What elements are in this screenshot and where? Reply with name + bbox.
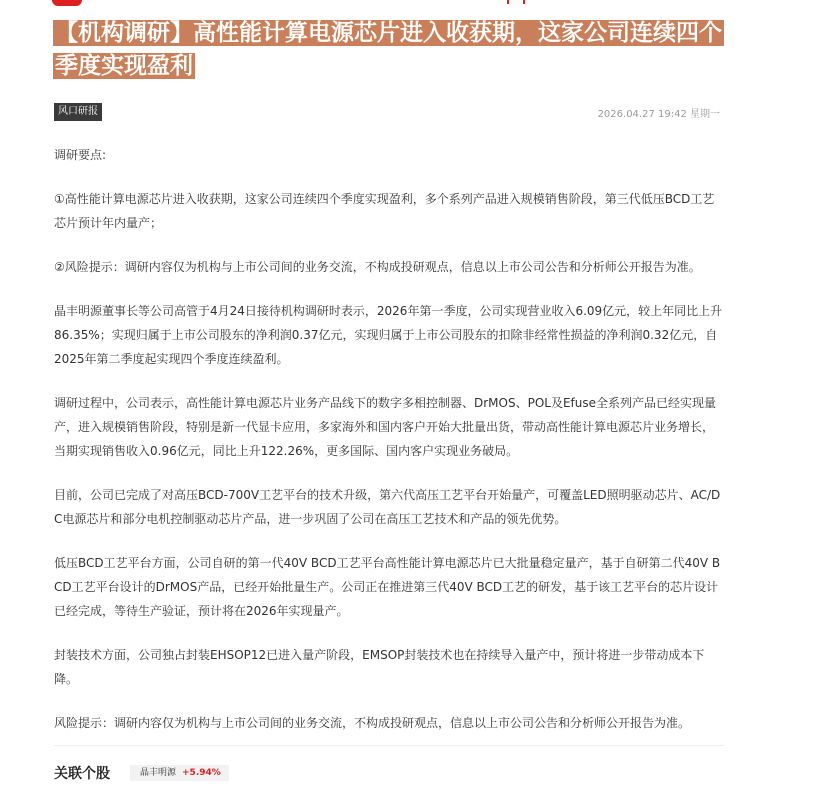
stock-name: 晶丰明源 xyxy=(140,768,177,778)
section-divider xyxy=(54,745,724,746)
stock-change: +5.94% xyxy=(182,768,221,778)
related-stock-chip[interactable] xyxy=(130,765,229,781)
related-stocks-section xyxy=(54,763,229,783)
paragraph: 封装技术方面，公司独占封装EHSOP12已进入量产阶段，EMSOP封装技术也在持续导入量产中，预计将进一步带动成本下降。 xyxy=(54,648,705,686)
article-title-text: 【机构调研】高性能计算电源芯片进入收获期，这家公司连续四个季度实现盈利 xyxy=(55,20,722,79)
header-logo-fragment xyxy=(507,0,525,4)
article-meta xyxy=(54,103,720,121)
paragraph: 低压BCD工艺平台方面，公司自研的第一代40V BCD工艺平台高性能计算电源芯片已大批量稳定量产，基于自研第二代40V BCD工艺平台设计的DrMOS产品，已经开始批量生产。公司正在推进第三代40V BCD工艺的研发，基于该工艺平台的芯片设计已经完成，等待生产验证，预计将在2026年实现量产。 xyxy=(54,556,721,618)
paragraph: ①高性能计算电源芯片进入收获期，这家公司连续四个季度实现盈利，多个系列产品进入规模销售阶段，第三代低压BCD工艺芯片预计年内量产； xyxy=(54,192,715,230)
paragraph: 调研过程中，公司表示，高性能计算电源芯片业务产品线下的数字多相控制器、DrMOS、POL及Efuse全系列产品已经实现量产，进入规模销售阶段，特别是新一代显卡应用，多家海外和国内客户开始大批量出货，带动高性能计算电源芯片业务增长，当期实现销售收入0.96亿元，同比上升122.26%，更多国际、国内客户实现业务破局。 xyxy=(54,396,717,458)
paragraph: 目前，公司已完成了对高压BCD-700V工艺平台的技术升级，第六代高压工艺平台开始量产，可覆盖LED照明驱动芯片、AC/DC电源芯片和部分电机控制驱动芯片产品，进一步巩固了公司在高压工艺技术和产品的领先优势。 xyxy=(54,488,721,526)
paragraph: 调研要点: xyxy=(54,148,107,162)
paragraph: 晶丰明源董事长等公司高管于4月24日接待机构调研时表示，2026年第一季度，公司实现营业收入6.09亿元，较上年同比上升86.35%；实现归属于上市公司股东的净利润0.37亿元，实现归属于上市公司股东的扣除非经常性损益的净利润0.32亿元，自2025年第二季度起实现四个季度连续盈利。 xyxy=(54,304,723,366)
article-title xyxy=(53,17,743,83)
article-body xyxy=(54,143,724,755)
app-logo xyxy=(52,0,82,6)
paragraph: ②风险提示：调研内容仅为机构与上市公司间的业务交流，不构成投研观点，信息以上市公司公告和分析师公开报告为准。 xyxy=(54,260,701,274)
paragraph: 风险提示：调研内容仅为机构与上市公司间的业务交流，不构成投研观点，信息以上市公司公告和分析师公开报告为准。 xyxy=(54,716,691,730)
source-tag-badge[interactable]: 风口研报 xyxy=(54,103,102,121)
related-stocks-label: 关联个股 xyxy=(54,766,110,782)
publish-timestamp: 2026.04.27 19:42 星期一 xyxy=(597,109,720,120)
